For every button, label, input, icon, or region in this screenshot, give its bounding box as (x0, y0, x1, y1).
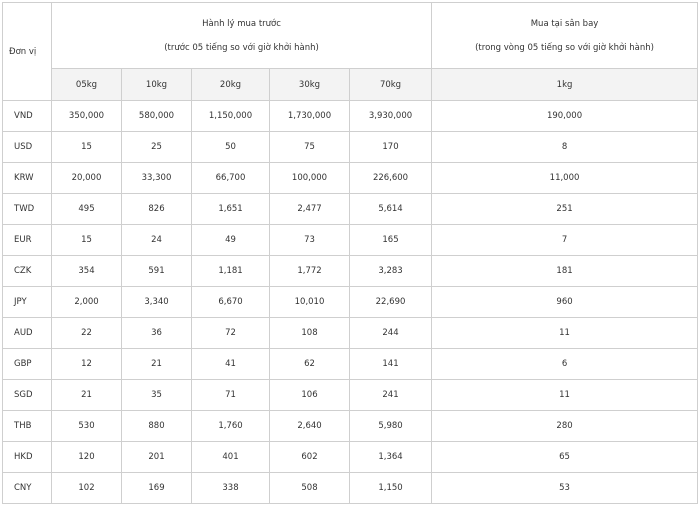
price-cell: 21 (122, 349, 192, 380)
weight-header-30kg: 30kg (270, 69, 350, 101)
price-cell: 5,980 (350, 411, 432, 442)
price-cell: 1,150,000 (192, 101, 270, 132)
price-cell: 3,930,000 (350, 101, 432, 132)
airport-subtitle: (trong vòng 05 tiếng so với giờ khởi hành) (475, 42, 654, 53)
currency-cell: SGD (3, 380, 52, 411)
currency-cell: JPY (3, 287, 52, 318)
price-cell: 11,000 (432, 163, 698, 194)
price-cell: 181 (432, 256, 698, 287)
table-row (3, 473, 698, 504)
currency-cell: CZK (3, 256, 52, 287)
price-cell: 1,651 (192, 194, 270, 225)
price-cell: 3,340 (122, 287, 192, 318)
prepurchase-subtitle: (trước 05 tiếng so với giờ khởi hành) (164, 42, 319, 53)
price-cell: 7 (432, 225, 698, 256)
table-row (3, 442, 698, 473)
currency-cell: USD (3, 132, 52, 163)
price-cell: 2,000 (52, 287, 122, 318)
price-cell: 3,283 (350, 256, 432, 287)
price-cell: 72 (192, 318, 270, 349)
price-cell: 1,150 (350, 473, 432, 504)
price-cell: 190,000 (432, 101, 698, 132)
price-cell: 530 (52, 411, 122, 442)
price-cell: 580,000 (122, 101, 192, 132)
price-cell: 1,364 (350, 442, 432, 473)
price-cell: 2,640 (270, 411, 350, 442)
price-cell: 75 (270, 132, 350, 163)
weight-header-05kg: 05kg (52, 69, 122, 101)
price-cell: 11 (432, 380, 698, 411)
price-cell: 1,730,000 (270, 101, 350, 132)
table-row (3, 287, 698, 318)
price-cell: 71 (192, 380, 270, 411)
price-cell: 12 (52, 349, 122, 380)
prepurchase-title: Hành lý mua trước (202, 18, 281, 29)
price-cell: 170 (350, 132, 432, 163)
price-cell: 1,772 (270, 256, 350, 287)
price-cell: 102 (52, 473, 122, 504)
weight-header-20kg: 20kg (192, 69, 270, 101)
price-cell: 33,300 (122, 163, 192, 194)
price-cell: 880 (122, 411, 192, 442)
price-cell: 49 (192, 225, 270, 256)
price-cell: 201 (122, 442, 192, 473)
currency-cell: CNY (3, 473, 52, 504)
price-cell: 241 (350, 380, 432, 411)
weight-header-row (3, 69, 698, 101)
currency-cell: GBP (3, 349, 52, 380)
table-row (3, 318, 698, 349)
price-cell: 15 (52, 225, 122, 256)
unit-column-header: Đơn vị (3, 3, 52, 101)
price-cell: 20,000 (52, 163, 122, 194)
airport-group-header (432, 3, 698, 69)
prepurchase-group-header (52, 3, 432, 69)
baggage-fee-table (2, 2, 698, 504)
price-cell: 401 (192, 442, 270, 473)
currency-cell: KRW (3, 163, 52, 194)
price-cell: 120 (52, 442, 122, 473)
price-cell: 6 (432, 349, 698, 380)
price-cell: 602 (270, 442, 350, 473)
table-row (3, 225, 698, 256)
price-cell: 36 (122, 318, 192, 349)
currency-cell: VND (3, 101, 52, 132)
table-body (3, 101, 698, 504)
currency-cell: TWD (3, 194, 52, 225)
price-cell: 2,477 (270, 194, 350, 225)
price-cell: 251 (432, 194, 698, 225)
airport-title: Mua tại sân bay (530, 18, 599, 29)
currency-cell: EUR (3, 225, 52, 256)
price-cell: 66,700 (192, 163, 270, 194)
price-cell: 62 (270, 349, 350, 380)
price-cell: 141 (350, 349, 432, 380)
price-cell: 24 (122, 225, 192, 256)
price-cell: 106 (270, 380, 350, 411)
price-cell: 50 (192, 132, 270, 163)
price-cell: 6,670 (192, 287, 270, 318)
price-cell: 10,010 (270, 287, 350, 318)
group-header-row (3, 3, 698, 69)
weight-header-1kg: 1kg (432, 69, 698, 101)
price-cell: 8 (432, 132, 698, 163)
price-cell: 1,760 (192, 411, 270, 442)
table-row (3, 411, 698, 442)
price-cell: 25 (122, 132, 192, 163)
price-cell: 53 (432, 473, 698, 504)
currency-cell: THB (3, 411, 52, 442)
price-cell: 15 (52, 132, 122, 163)
price-cell: 22,690 (350, 287, 432, 318)
price-cell: 244 (350, 318, 432, 349)
table-row (3, 194, 698, 225)
price-cell: 21 (52, 380, 122, 411)
table-row (3, 132, 698, 163)
price-cell: 35 (122, 380, 192, 411)
price-cell: 41 (192, 349, 270, 380)
price-cell: 508 (270, 473, 350, 504)
price-cell: 495 (52, 194, 122, 225)
price-cell: 826 (122, 194, 192, 225)
table-row (3, 256, 698, 287)
weight-header-70kg: 70kg (350, 69, 432, 101)
price-cell: 354 (52, 256, 122, 287)
price-cell: 108 (270, 318, 350, 349)
price-cell: 22 (52, 318, 122, 349)
currency-cell: AUD (3, 318, 52, 349)
price-cell: 65 (432, 442, 698, 473)
price-cell: 169 (122, 473, 192, 504)
price-cell: 338 (192, 473, 270, 504)
price-cell: 165 (350, 225, 432, 256)
table-row (3, 349, 698, 380)
price-cell: 73 (270, 225, 350, 256)
price-cell: 100,000 (270, 163, 350, 194)
price-cell: 1,181 (192, 256, 270, 287)
price-cell: 591 (122, 256, 192, 287)
price-cell: 11 (432, 318, 698, 349)
price-cell: 280 (432, 411, 698, 442)
price-cell: 350,000 (52, 101, 122, 132)
price-cell: 960 (432, 287, 698, 318)
weight-header-10kg: 10kg (122, 69, 192, 101)
table-row (3, 380, 698, 411)
table-row (3, 163, 698, 194)
table-row (3, 101, 698, 132)
currency-cell: HKD (3, 442, 52, 473)
price-cell: 226,600 (350, 163, 432, 194)
price-cell: 5,614 (350, 194, 432, 225)
